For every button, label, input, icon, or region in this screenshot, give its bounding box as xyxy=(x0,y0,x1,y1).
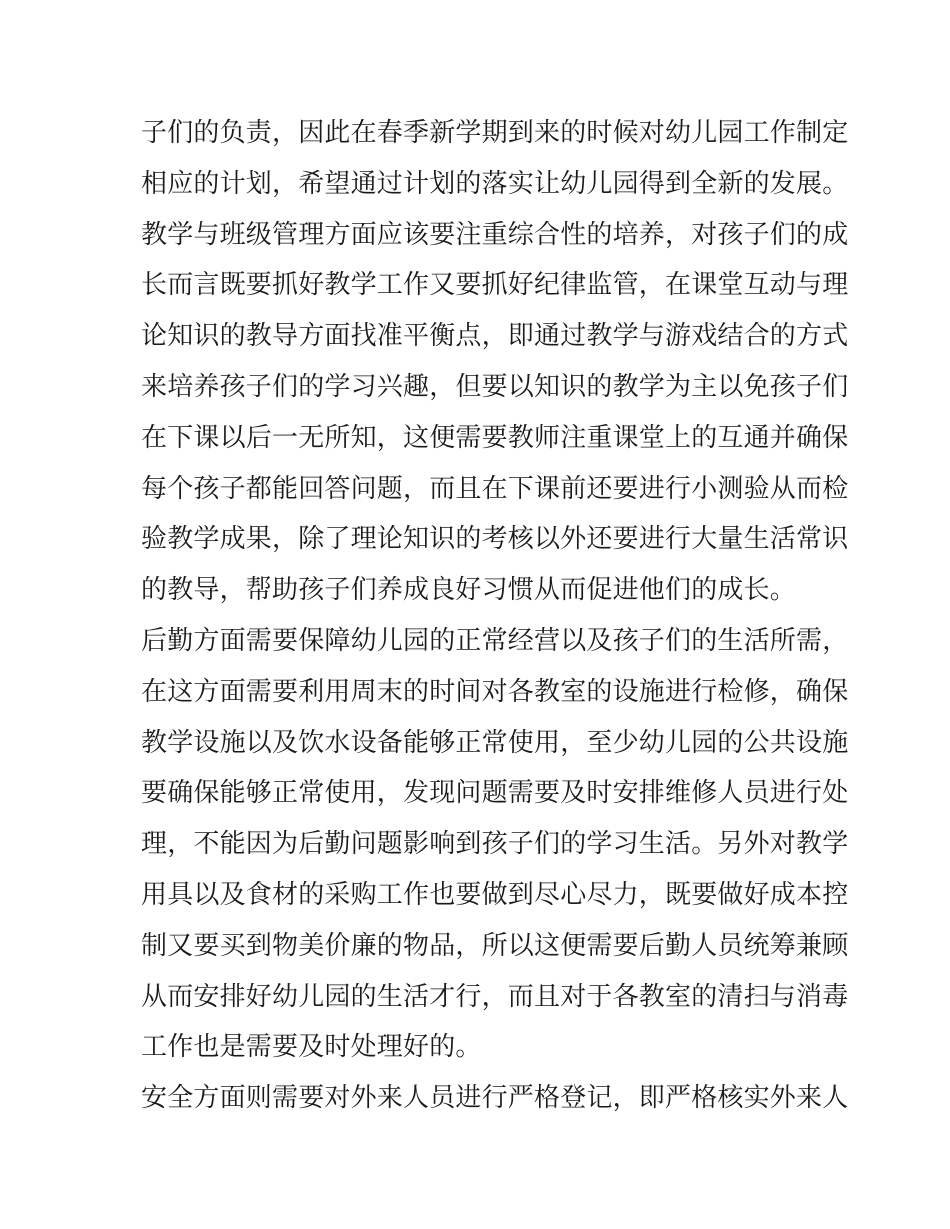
text-line: 相应的计划，希望通过计划的落实让幼儿园得到全新的发展。 xyxy=(141,168,849,199)
text-line: 每个孩子都能回答问题，而且在下课前还要进行小测验从而检 xyxy=(141,473,849,504)
text-line: 在这方面需要利用周末的时间对各教室的设施进行检修，确保 xyxy=(141,676,849,707)
text-line: 教学设施以及饮水设备能够正常使用，至少幼儿园的公共设施 xyxy=(141,727,849,758)
text-line: 子们的负责，因此在春季新学期到来的时候对幼儿园工作制定 xyxy=(141,118,849,148)
text-line: 长而言既要抓好教学工作又要抓好纪律监管，在课堂互动与理 xyxy=(141,270,849,301)
text-line: 理，不能因为后勤问题影响到孩子们的学习生活。另外对教学 xyxy=(141,829,849,860)
text-line: 教学与班级管理方面应该要注重综合性的培养，对孩子们的成 xyxy=(141,219,849,250)
text-line: 的教导，帮助孩子们养成良好习惯从而促进他们的成长。 xyxy=(141,575,797,606)
text-line: 从而安排好幼儿园的生活才行，而且对于各教室的清扫与消毒 xyxy=(141,981,849,1012)
text-line: 用具以及食材的采购工作也要做到尽心尽力，既要做好成本控 xyxy=(141,879,849,910)
text-line: 工作也是需要及时处理好的。 xyxy=(141,1032,482,1063)
text-line: 安全方面则需要对外来人员进行严格登记，即严格核实外来人 xyxy=(141,1083,849,1114)
text-line: 在下课以后一无所知，这便需要教师注重课堂上的互通并确保 xyxy=(141,422,849,453)
text-line: 论知识的教导方面找准平衡点，即通过教学与游戏结合的方式 xyxy=(141,321,849,352)
document-body xyxy=(141,108,849,1124)
text-line: 制又要买到物美价廉的物品，所以这便需要后勤人员统筹兼顾 xyxy=(141,930,849,961)
text-line: 要确保能够正常使用，发现问题需要及时安排维修人员进行处 xyxy=(141,778,849,809)
text-line: 后勤方面需要保障幼儿园的正常经营以及孩子们的生活所需， xyxy=(141,625,849,656)
text-line: 来培养孩子们的学习兴趣，但要以知识的教学为主以免孩子们 xyxy=(141,371,849,402)
text-line: 验教学成果，除了理论知识的考核以外还要进行大量生活常识 xyxy=(141,524,849,555)
